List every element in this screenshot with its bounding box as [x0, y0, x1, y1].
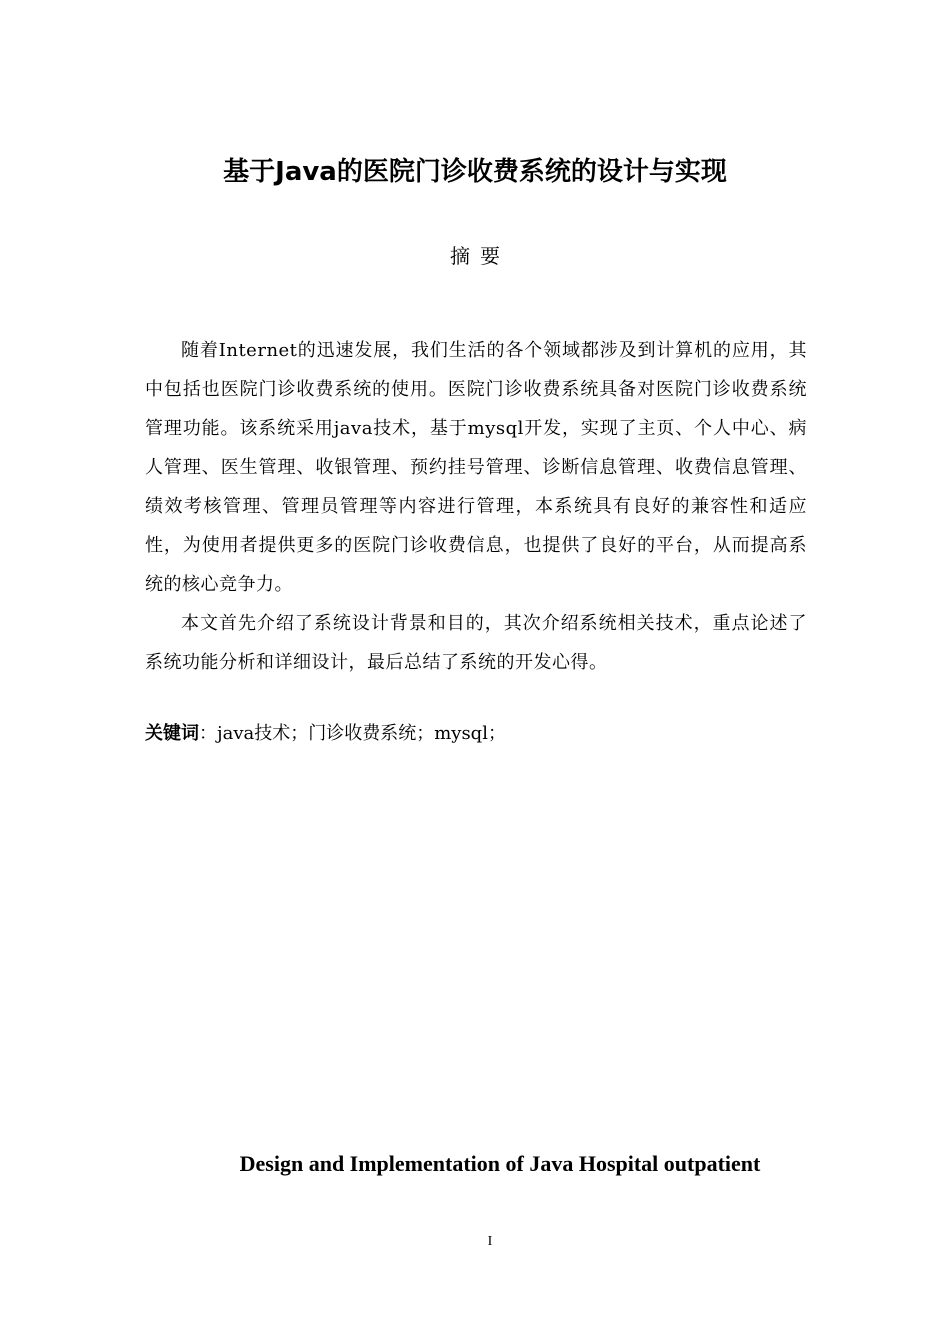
page-number: I	[487, 1234, 493, 1249]
english-title: Design and Implementation of Java Hospital outpatient	[239, 1151, 761, 1176]
keywords-separator: ：	[199, 723, 217, 744]
keywords-label: 关键词	[145, 723, 199, 744]
keywords-line	[145, 716, 807, 752]
abstract-heading: 摘要	[450, 244, 510, 268]
abstract-paragraph-2: 本文首先介绍了系统设计背景和目的，其次介绍系统相关技术，重点论述了系统功能分析和详细设计，最后总结了系统的开发心得。	[145, 613, 807, 673]
page-title: 基于Java的医院门诊收费系统的设计与实现	[223, 157, 727, 187]
keywords-value: java技术；门诊收费系统；mysql；	[217, 723, 506, 744]
abstract-paragraph-1: 随着Internet的迅速发展，我们生活的各个领域都涉及到计算机的应用，其中包括也医院门诊收费系统的使用。医院门诊收费系统具备对医院门诊收费系统管理功能。该系统采用java技术，基于mysql开发，实现了主页、个人中心、病人管理、医生管理、收银管理、预约挂号管理、诊断信息管理、收费信息管理、绩效考核管理、管理员管理等内容进行管理，本系统具有良好的兼容性和适应性，为使用者提供更多的医院门诊收费信息，也提供了良好的平台，从而提高系统的核心竞争力。	[145, 340, 807, 595]
abstract-body	[145, 331, 807, 682]
